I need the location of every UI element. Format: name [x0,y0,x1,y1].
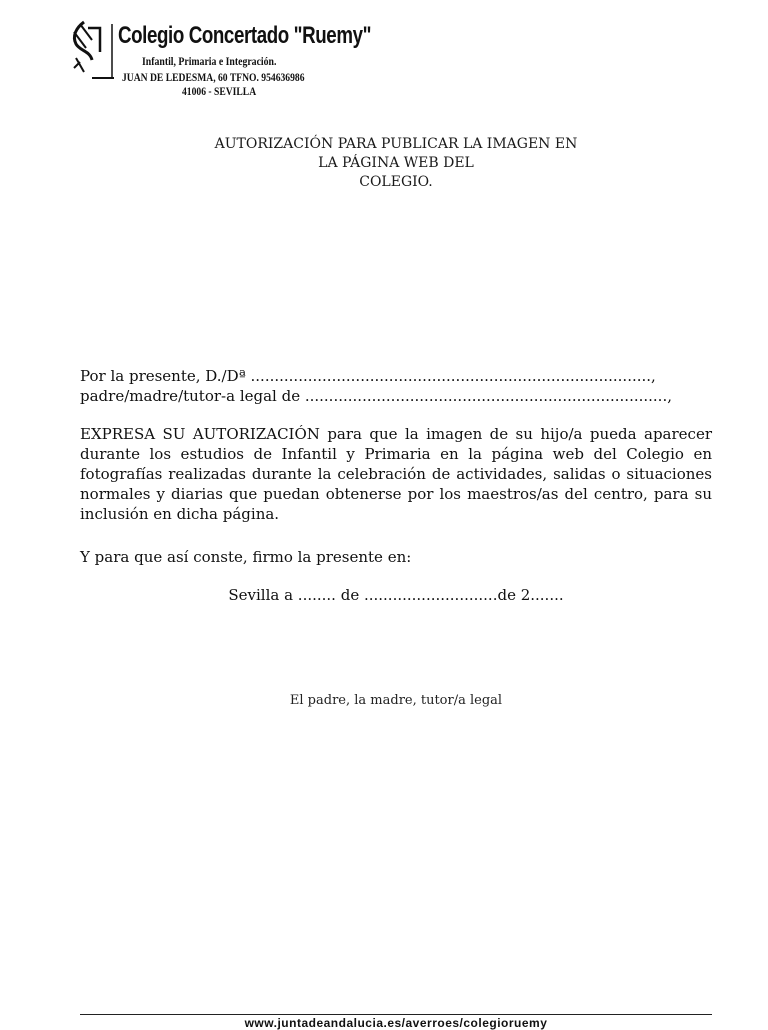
school-subtitle: Infantil, Primaria e Integración. [142,56,277,68]
school-city: 41006 - SEVILLA [182,84,257,98]
guardian-name-line: Por la presente, D./Dª ...................................................................................., [80,367,656,385]
closing-statement: Y para que así conste, firmo la presente en: [80,548,412,566]
footer-website: www.juntadeandalucia.es/averroes/colegioruemy [244,1016,548,1030]
letterhead [70,18,372,104]
title-line-2: LA PÁGINA WEB DEL [318,155,474,171]
school-name: Colegio Concertado "Ruemy" [118,22,372,49]
title-line-3: COLEGIO. [359,174,433,190]
signature-label: El padre, la madre, tutor/a legal [289,693,503,708]
title-line-1: AUTORIZACIÓN PARA PUBLICAR LA IMAGEN EN [214,136,578,152]
footer-divider [80,1014,712,1015]
date-line: Sevilla a ........ de ............................de 2....... [228,586,564,604]
school-address: JUAN DE LEDESMA, 60 TFNO. 954636986 [122,70,305,84]
school-crest-logo-icon [70,18,118,80]
guardian-of-line: padre/madre/tutor-a legal de ............................................................................, [80,387,672,405]
authorization-paragraph: EXPRESA SU AUTORIZACIÓN para que la imagen de su hijo/a pueda aparecer durante los estudios de Infantil y Primaria en la página web del Colegio en fotografías realizadas durante la celebración de actividades, salidas o situaciones normales y diarias que puedan obtenerse por los maestros/as del centro, para su inclusión en dicha página. [80,425,712,523]
document-title [0,135,768,192]
guardian-identification [80,366,712,406]
